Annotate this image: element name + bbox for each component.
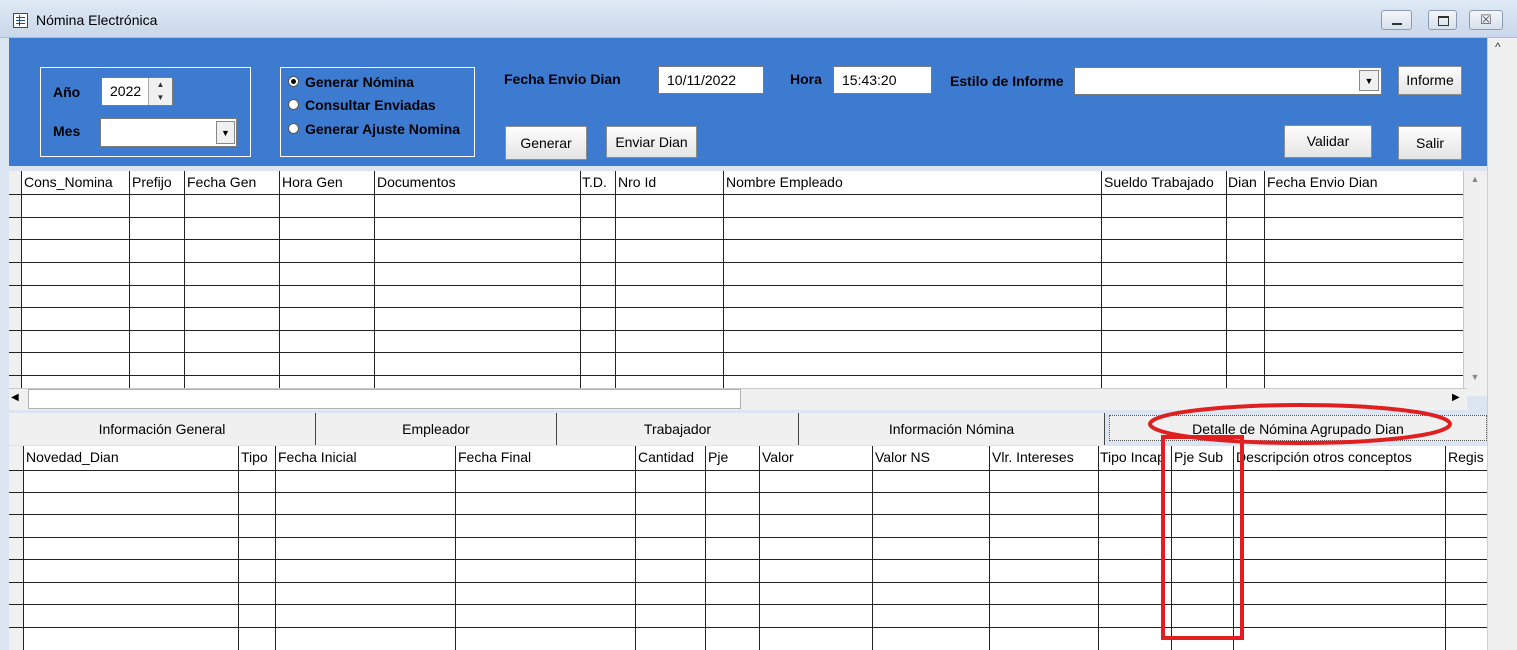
column-header[interactable]: Fecha Inicial (278, 449, 357, 465)
column-header[interactable]: Hora Gen (282, 174, 343, 190)
window-title: Nómina Electrónica (36, 12, 158, 28)
column-header[interactable]: Fecha Gen (187, 174, 257, 190)
column-header[interactable]: Tipo Incap (1100, 449, 1165, 465)
column-header[interactable]: Prefijo (132, 174, 172, 190)
column-header[interactable]: Regis (1448, 449, 1484, 465)
column-header[interactable]: Novedad_Dian (26, 449, 119, 465)
tab-detalle-nomina-agrupado[interactable]: Detalle de Nómina Agrupado Dian (1109, 415, 1487, 441)
generar-ajuste-label: Generar Ajuste Nomina (305, 121, 461, 137)
tab-empleador[interactable]: Empleador (316, 413, 557, 445)
estilo-chevron-down-icon[interactable]: ▼ (1359, 70, 1379, 91)
tab-informacion-general[interactable]: Información General (9, 413, 316, 445)
generar-button[interactable]: Generar (505, 126, 587, 160)
column-header[interactable]: Nro Id (618, 174, 657, 190)
informe-button[interactable]: Informe (1398, 66, 1462, 95)
scroll-up-arrow-icon[interactable]: ▲ (1470, 174, 1480, 184)
scroll-right-arrow-icon[interactable]: ▶ (1452, 392, 1460, 403)
validar-button[interactable]: Validar (1284, 125, 1372, 158)
column-header[interactable]: Vlr. Intereses (992, 449, 1074, 465)
mes-chevron-down-icon[interactable]: ▼ (216, 121, 235, 144)
column-header[interactable]: Valor NS (875, 449, 930, 465)
column-header[interactable]: Cantidad (638, 449, 695, 465)
anio-up-arrow-icon[interactable]: ▲ (148, 78, 172, 91)
mes-label: Mes (53, 123, 81, 139)
column-header[interactable]: Fecha Envio Dian (1267, 174, 1378, 190)
annotation-rectangle (1163, 437, 1242, 638)
salir-button[interactable]: Salir (1398, 126, 1462, 160)
column-header[interactable]: Cons_Nomina (24, 174, 113, 190)
column-header[interactable]: Tipo (241, 449, 268, 465)
column-header[interactable]: Valor (762, 449, 794, 465)
anio-down-arrow-icon[interactable]: ▼ (148, 91, 172, 105)
column-header[interactable]: Fecha Final (458, 449, 532, 465)
column-header[interactable]: Nombre Empleado (726, 174, 843, 190)
column-header[interactable]: Pje (708, 449, 729, 465)
estilo-label: Estilo de Informe (950, 73, 1064, 89)
anio-stepper[interactable]: 2022 (101, 77, 173, 106)
consultar-enviadas-label: Consultar Enviadas (305, 97, 436, 113)
column-header[interactable]: Sueldo Trabajado (1104, 174, 1214, 190)
column-header[interactable]: Dian (1228, 174, 1257, 190)
close-icon: ☒ (1480, 12, 1492, 27)
hora-label: Hora (790, 71, 822, 87)
column-header[interactable]: Descripción otros conceptos (1236, 449, 1412, 465)
column-header[interactable]: Pje Sub (1174, 449, 1224, 465)
column-header[interactable]: T.D. (582, 174, 607, 190)
column-header[interactable]: Documentos (377, 174, 456, 190)
enviar-dian-button[interactable]: Enviar Dian (606, 126, 697, 158)
scroll-left-arrow-icon[interactable]: ◀ (11, 392, 19, 403)
fecha-envio-label: Fecha Envio Dian (504, 71, 621, 87)
fecha-envio-field[interactable]: 10/11/2022 (658, 66, 764, 94)
scroll-down-arrow-icon[interactable]: ▼ (1470, 372, 1480, 382)
anio-label: Año (53, 84, 81, 100)
tab-informacion-nomina[interactable]: Información Nómina (799, 413, 1105, 445)
tab-trabajador[interactable]: Trabajador (557, 413, 799, 445)
hora-field[interactable]: 15:43:20 (833, 66, 932, 94)
window-scroll-up-icon[interactable]: ^ (1495, 40, 1501, 54)
generar-nomina-label: Generar Nómina (305, 74, 414, 90)
